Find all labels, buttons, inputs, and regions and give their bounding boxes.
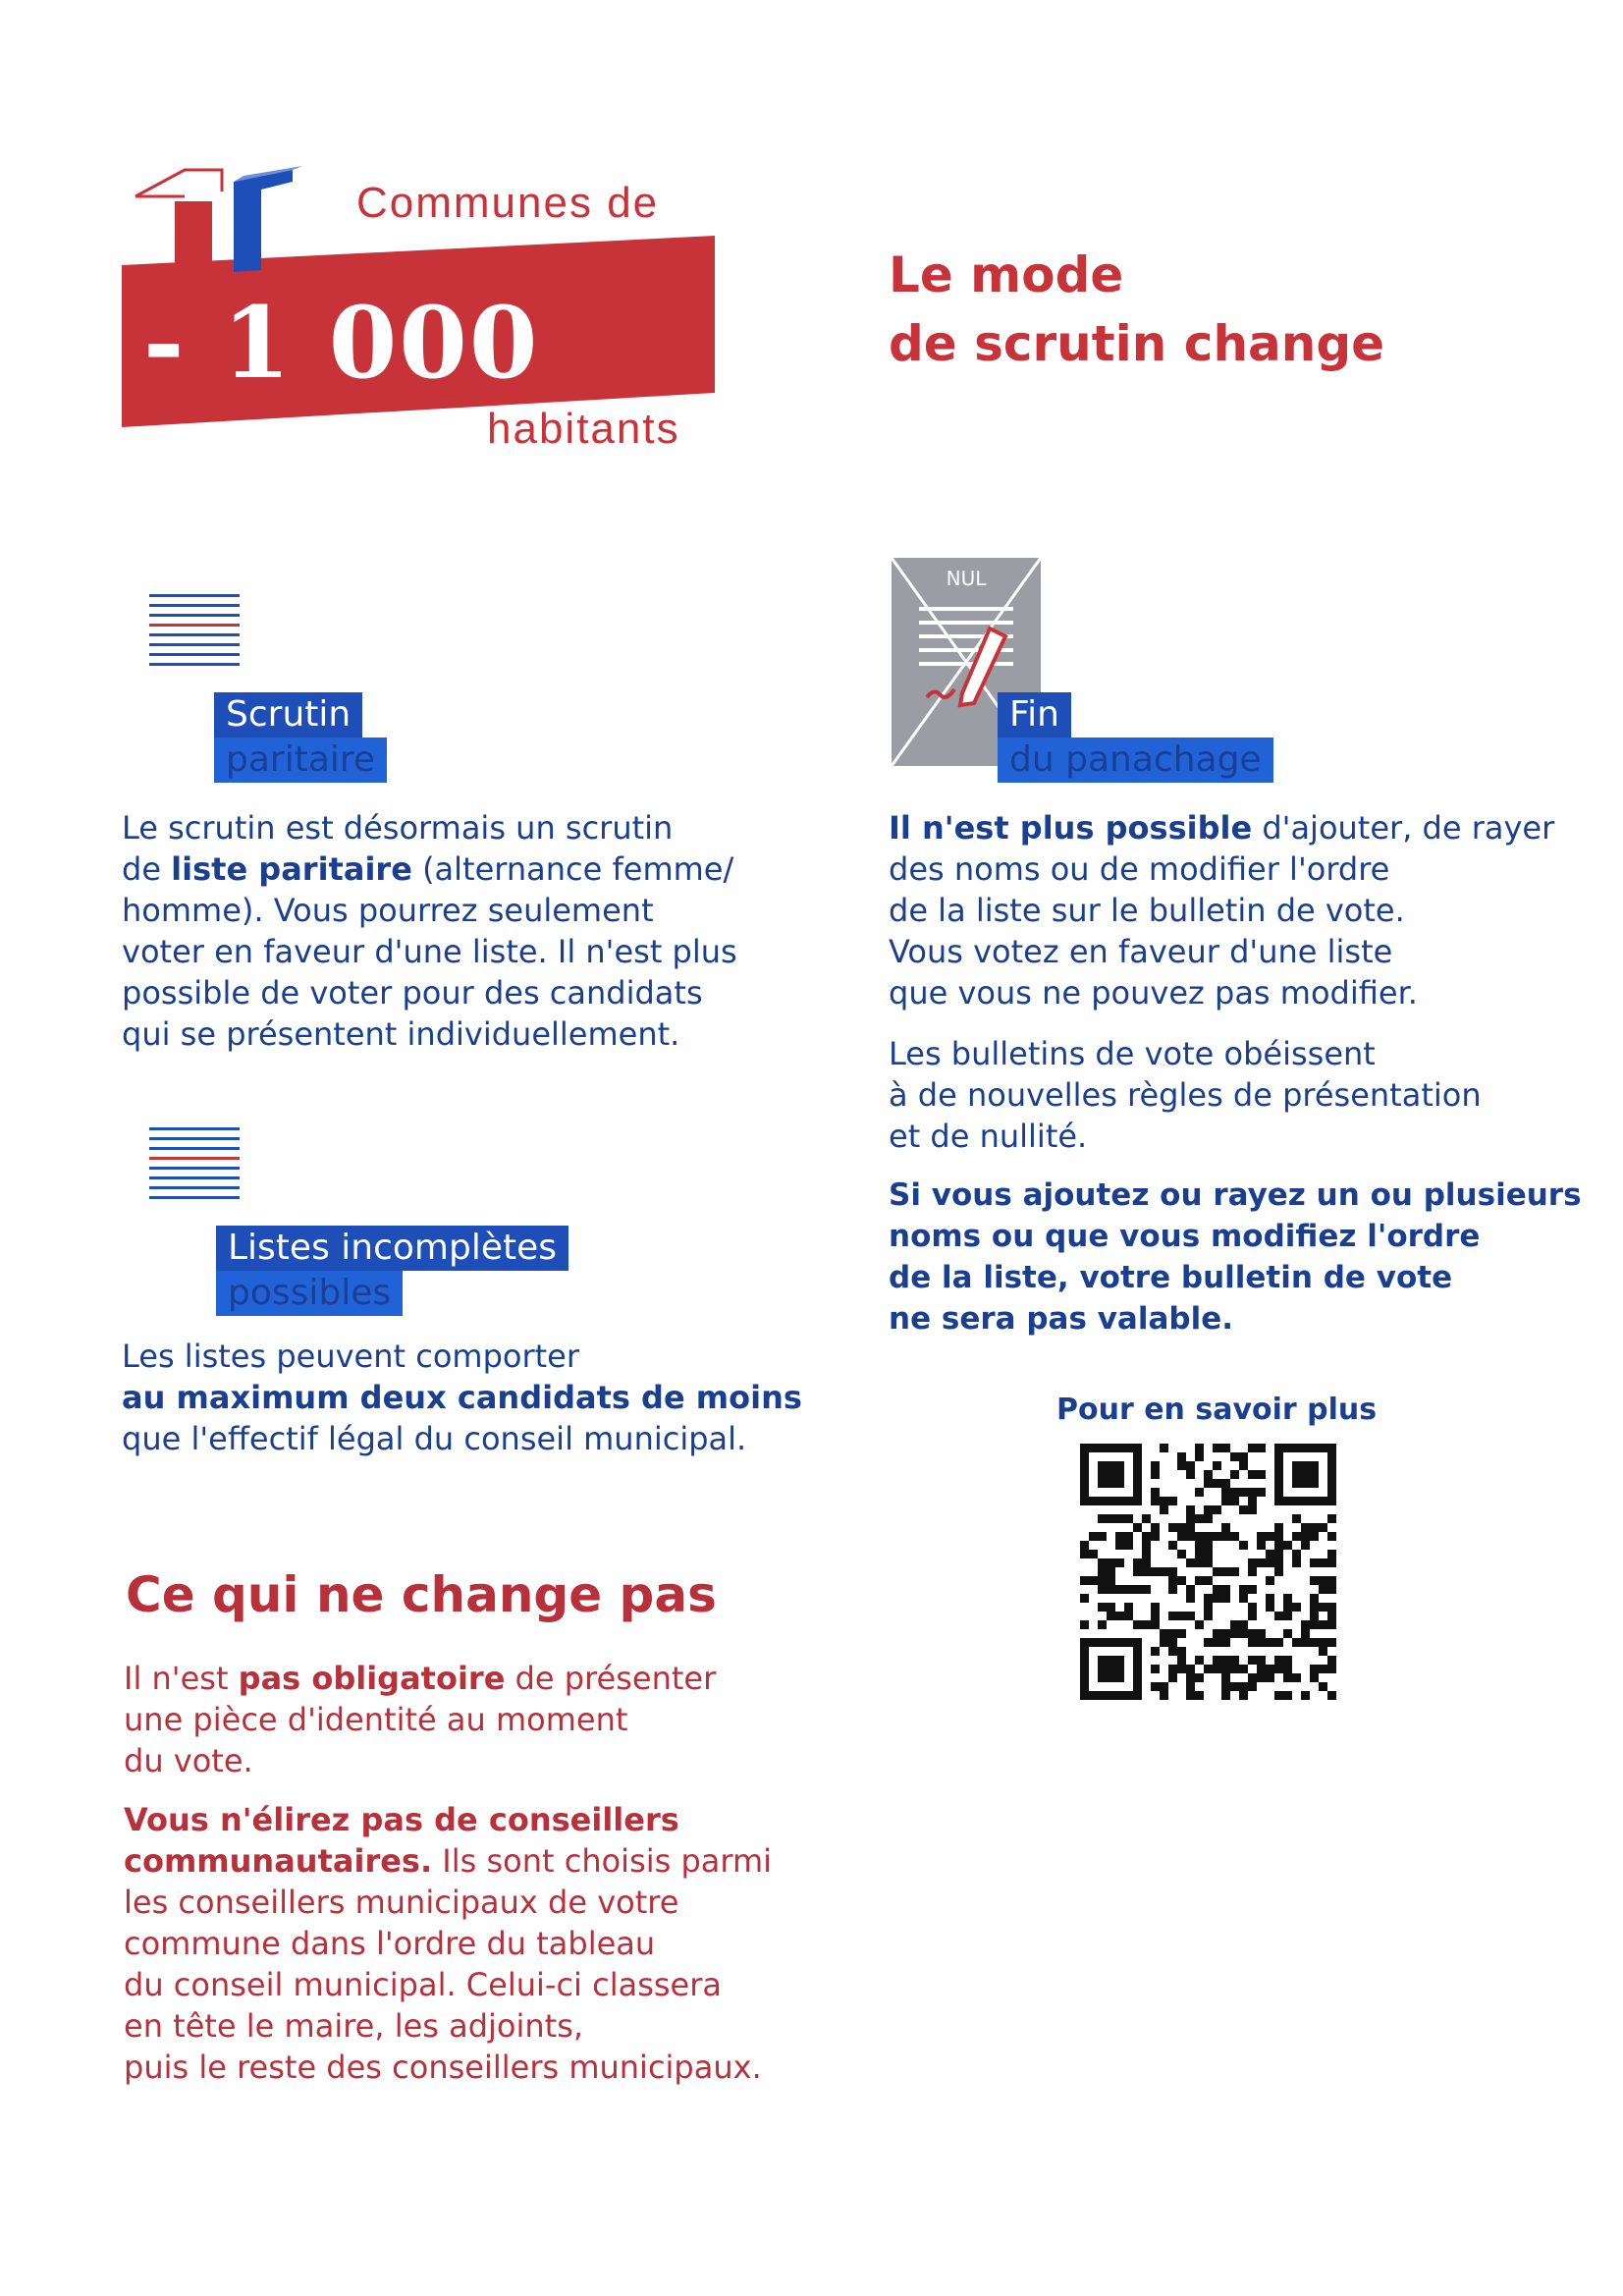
tag-line-2: possibles bbox=[216, 1271, 403, 1316]
population-number: - 1 000 bbox=[143, 285, 540, 401]
flag-lines-icon bbox=[149, 1127, 243, 1206]
tag-scrutin-paritaire bbox=[214, 692, 387, 783]
habitants-label: habitants bbox=[487, 405, 680, 453]
headline bbox=[889, 241, 1384, 378]
nul-label: NUL bbox=[946, 567, 987, 590]
savoir-plus-label: Pour en savoir plus bbox=[1056, 1393, 1378, 1427]
communes-label: Communes de bbox=[356, 179, 660, 227]
tag-line-1: Scrutin bbox=[214, 692, 362, 738]
panachage-paragraph-1: Il n'est plus possible d'ajouter, de rayer des noms ou de modifier l'ordre de la liste sur le bulletin de vote. Vous votez en faveur d'une liste que vous ne pouvez pas modifier. bbox=[889, 809, 1555, 1011]
panachage-warning: Si vous ajoutez ou rayez un ou plusieurs noms ou que vous modifiez l'ordre de la liste, votre bulletin de vote ne sera pas valable. bbox=[889, 1177, 1582, 1337]
listes-paragraph: Les listes peuvent comporter au maximum deux candidats de moins que l'effectif légal du conseil municipal. bbox=[122, 1338, 802, 1457]
tag-line-1: Fin bbox=[998, 692, 1071, 738]
tag-line-2: du panachage bbox=[998, 738, 1273, 783]
inchange-paragraph-1: Il n'est pas obligatoire de présenter une pièce d'identité au moment du vote. bbox=[124, 1660, 717, 1779]
section-title-inchange: Ce qui ne change pas bbox=[126, 1566, 717, 1623]
tag-fin-panachage bbox=[998, 692, 1273, 783]
inchange-paragraph-2: Vous n'élirez pas de conseillers communautaires. Ils sont choisis parmi les conseillers municipaux de votre commune dans l'ordre du tableau du conseil municipal. Celui-ci classera en tête le maire, les adjoints, puis le reste des conseillers municipaux. bbox=[124, 1801, 773, 2086]
qr-code[interactable] bbox=[1080, 1444, 1345, 1709]
scrutin-paragraph: Le scrutin est désormais un scrutin de liste paritaire (alternance femme/ homme). Vous pourrez seulement voter en faveur d'une liste. Il n'est plus possible de voter pour des candidats qui se présentent individuellement. bbox=[122, 809, 737, 1053]
tag-line-2: paritaire bbox=[214, 738, 387, 783]
flag-lines-icon bbox=[149, 594, 243, 673]
headline-line-2: de scrutin change bbox=[889, 315, 1385, 372]
headline-line-1: Le mode bbox=[889, 246, 1124, 303]
tag-line-1: Listes incomplètes bbox=[216, 1226, 568, 1271]
panachage-paragraph-2: Les bulletins de vote obéissent à de nouvelles règles de présentation et de nullité. bbox=[889, 1035, 1482, 1155]
tag-listes-incompletes bbox=[216, 1226, 568, 1316]
